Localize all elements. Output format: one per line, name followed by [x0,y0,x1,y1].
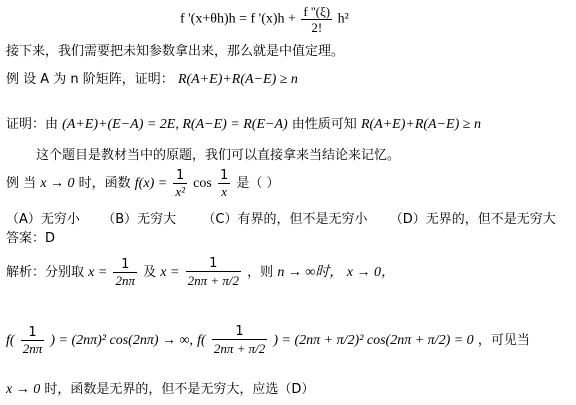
example1-label: 例 设 A 为 n 阶矩阵，证明： [6,72,174,87]
example2-frac1-num: 1 [173,168,187,184]
analysis-frac2 [186,256,241,289]
eval-frac1-den: 2nπ [22,341,43,356]
eval-frac2-den: 2nπ + π/2 [213,341,266,356]
final [6,382,314,398]
example1-formula: R(A+E)+R(A−E) ≥ n [177,72,298,87]
example2-frac2-den: x [221,184,227,199]
proof-label: 证明：由 [6,117,59,132]
proof [6,117,481,133]
eval-conclusion: ，可见当 [477,333,530,348]
proof-formula2: R(A+E)+R(A−E) ≥ n [360,117,481,132]
eval-f1-rhs: ) = (2nπ)² cos(2nπ) → ∞, [50,333,193,348]
note: 这个题目是教材当中的原题，我们可以直接拿来当结论来记忆。 [36,148,401,163]
eval-f2: f( [197,333,206,348]
proof-mid: 由性质可知 [291,117,357,132]
eval-frac2-num: 1 [212,324,267,340]
example2-frac2-num: 1 [219,168,229,183]
analysis-x1: x = [88,265,108,280]
answer: 答案：D [6,231,56,246]
option-a: （A）无穷小 [6,212,80,227]
eval-frac1 [21,325,45,356]
option-b: （B）无穷大 [102,212,177,227]
analysis-and: 及 [143,265,157,280]
analysis [6,256,395,289]
taylor-lhs: f '(x+θh)h = f '(x)h + [180,11,296,27]
final-limit: x → 0 [6,382,41,397]
option-c: （C）有界的，但不是无穷小 [202,212,368,227]
options [6,212,556,228]
example2-limit: x → 0 [40,176,75,191]
analysis-limits: n → ∞时， x → 0， [277,265,396,280]
example1 [6,72,298,88]
text-next: 接下来，我们需要把未知参数拿出来，那么就是中值定理。 [6,44,345,59]
proof-formula1: (A+E)+(E−A) = 2E, R(A−E) = R(E−A) [62,117,288,132]
example2-cos: cos [193,176,212,191]
analysis-frac2-num: 1 [186,256,241,272]
final-text: 时，函数是无界的，但不是无穷大，应选（D） [44,382,315,397]
eval-frac2 [212,324,267,357]
option-d: （D）无界的，但不是无穷大 [389,212,556,227]
taylor-tail: h² [337,11,349,27]
analysis-label: 解析：分别取 [6,265,85,280]
analysis-then: ，则 [247,265,274,280]
taylor-formula [180,4,349,35]
example2 [6,168,280,199]
example2-frac1-den: x² [175,184,185,199]
example2-prefix: 例 当 [6,176,37,191]
taylor-frac-num: f ''(ξ) [303,4,331,19]
eval-frac1-num: 1 [21,325,45,341]
example2-frac1 [173,168,187,199]
analysis-x2: x = [160,265,180,280]
example2-suffix: 是（ ） [236,176,280,191]
eval-f2-rhs: ) = (2nπ + π/2)² cos(2nπ + π/2) = 0 [273,333,474,348]
evaluation [6,324,530,357]
example2-mid: 时，函数 [78,176,131,191]
analysis-frac2-den: 2nπ + π/2 [187,273,240,288]
analysis-frac1-num: 1 [113,257,137,273]
example2-fx: f(x) = [134,176,168,191]
taylor-frac-den: 2! [311,20,323,35]
analysis-frac1 [113,257,137,288]
eval-f1: f( [6,333,15,348]
example2-frac2 [218,168,230,199]
taylor-fraction [301,4,332,35]
analysis-frac1-den: 2nπ [115,273,135,288]
